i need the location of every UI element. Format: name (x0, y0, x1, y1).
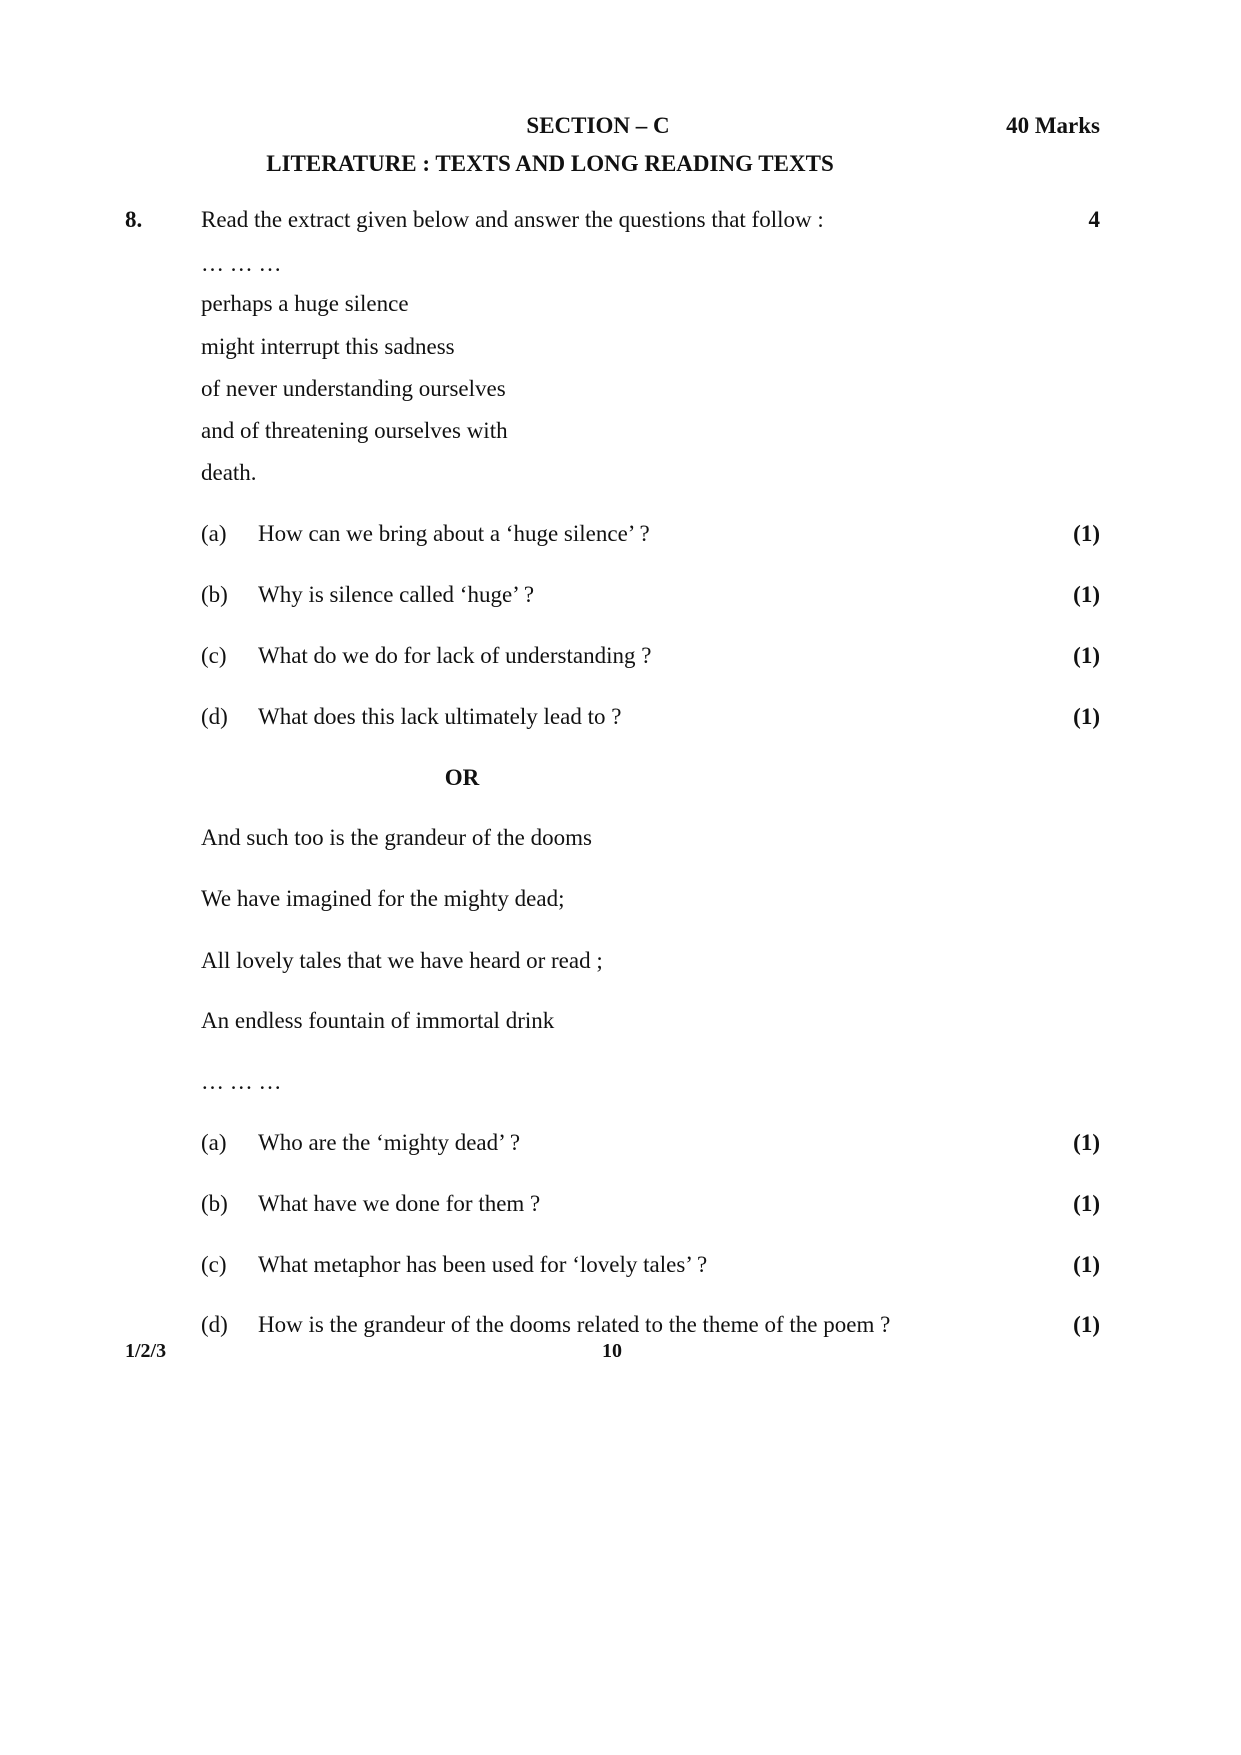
extract-line: We have imagined for the mighty dead; (201, 886, 565, 911)
sub-question-label: (d) (201, 704, 228, 729)
extract-ellipsis: … … … (201, 251, 282, 276)
extract-ellipsis: … … … (201, 1069, 282, 1094)
extract-line: An endless fountain of immortal drink (201, 1008, 555, 1033)
extract-line: death. (201, 460, 257, 485)
page-number: 10 (602, 1340, 622, 1362)
extract-line: of never understanding ourselves (201, 376, 506, 401)
sub-question-label: (c) (201, 1252, 227, 1277)
sub-question-label: (b) (201, 1191, 228, 1216)
sub-question-marks: (1) (1073, 1312, 1100, 1337)
extract-line: and of threatening ourselves with (201, 418, 508, 443)
extract-line: And such too is the grandeur of the dooms (201, 825, 592, 850)
sub-question-marks: (1) (1073, 582, 1100, 607)
sub-question-label: (a) (201, 1130, 227, 1155)
sub-question-text: What have we done for them ? (258, 1191, 541, 1216)
sub-question-text: How can we bring about a ‘huge silence’ ? (258, 521, 650, 546)
sub-question-marks: (1) (1073, 1252, 1100, 1277)
paper-code: 1/2/3 (125, 1340, 167, 1362)
section-heading: SECTION – C (526, 113, 670, 138)
sub-question-marks: (1) (1073, 1130, 1100, 1155)
sub-question-marks: (1) (1073, 1191, 1100, 1216)
sub-question-marks: (1) (1073, 704, 1100, 729)
section-marks: 40 Marks (1006, 113, 1100, 138)
sub-question-label: (b) (201, 582, 228, 607)
question-number: 8. (125, 207, 143, 232)
section-subtitle: LITERATURE : TEXTS AND LONG READING TEXTS (266, 151, 834, 176)
sub-question-text: Why is silence called ‘huge’ ? (258, 582, 535, 607)
question-marks: 4 (1088, 207, 1100, 232)
sub-question-text: Who are the ‘mighty dead’ ? (258, 1130, 521, 1155)
sub-question-marks: (1) (1073, 521, 1100, 546)
sub-question-marks: (1) (1073, 643, 1100, 668)
question-instruction: Read the extract given below and answer the questions that follow : (201, 207, 824, 232)
extract-line: perhaps a huge silence (201, 291, 409, 316)
extract-line: might interrupt this sadness (201, 334, 455, 359)
sub-question-text: What metaphor has been used for ‘lovely tales’ ? (258, 1252, 708, 1277)
sub-question-text: What do we do for lack of understanding ? (258, 643, 652, 668)
sub-question-label: (a) (201, 521, 227, 546)
sub-question-text: How is the grandeur of the dooms related to the theme of the poem ? (258, 1312, 891, 1337)
sub-question-label: (d) (201, 1312, 228, 1337)
extract-line: All lovely tales that we have heard or read ; (201, 948, 603, 973)
or-divider: OR (444, 765, 480, 790)
sub-question-text: What does this lack ultimately lead to ? (258, 704, 622, 729)
sub-question-label: (c) (201, 643, 227, 668)
